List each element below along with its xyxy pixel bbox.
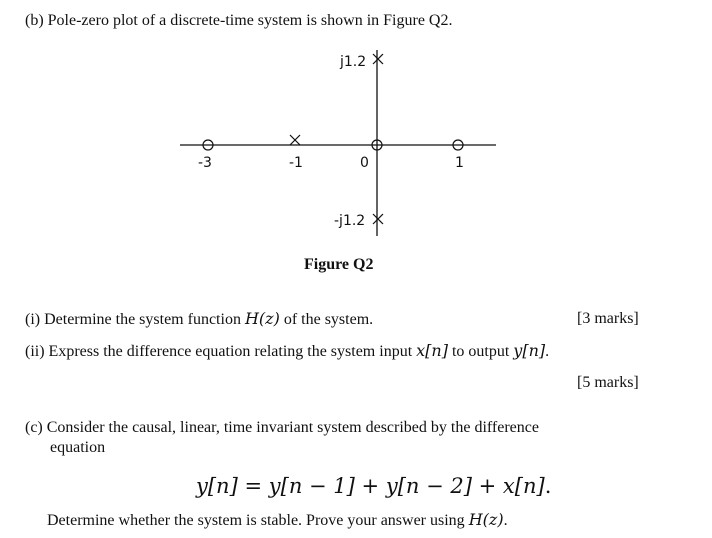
eq-lhs: y[n] [196, 474, 238, 498]
question-b-ii-mid: to output [451, 343, 510, 360]
question-b-i [25, 310, 373, 329]
part-c-line-2: equation [50, 439, 106, 456]
part-b-intro: (b) Pole-zero plot of a discrete-time system is shown in Figure Q2. [25, 12, 453, 29]
stability-system-function: H(z) [468, 510, 504, 529]
tick-label-minus-1: -1 [289, 155, 303, 171]
upper-pole-label: j1.2 [340, 54, 367, 70]
part-c-line-1: (c) Consider the causal, linear, time invariant system described by the difference [25, 419, 539, 436]
stability-question-text: Determine whether the system is stable. Prove your answer using [47, 512, 465, 529]
figure-caption: Figure Q2 [304, 256, 374, 273]
eq-term-1: y[n − 1] [268, 474, 355, 498]
question-b-i-marks: [3 marks] [577, 310, 639, 327]
tick-label-0: 0 [360, 155, 369, 171]
lower-pole-label: -j1.2 [334, 213, 366, 229]
difference-equation [196, 474, 551, 498]
eq-plus-2: + [478, 474, 497, 498]
question-b-ii-marks: [5 marks] [577, 374, 639, 391]
stability-question-end: . [503, 512, 508, 529]
system-function-symbol: H(z) [244, 309, 280, 328]
eq-term-2: y[n − 2] [385, 474, 472, 498]
tick-label-minus-3: -3 [198, 155, 212, 171]
eq-equals: = [244, 474, 263, 498]
question-b-ii-prefix: (ii) Express the difference equation relating the system input [25, 343, 413, 360]
question-b-ii [25, 342, 549, 361]
question-b-i-suffix: of the system. [283, 311, 374, 328]
tick-label-1: 1 [455, 155, 464, 171]
eq-end: . [544, 474, 552, 498]
pole-marker-upper [373, 54, 383, 64]
question-b-ii-end: . [545, 343, 550, 360]
output-signal-symbol: y[n] [513, 341, 546, 360]
stability-question [47, 511, 508, 530]
pole-marker-minus-1 [290, 135, 300, 145]
eq-term-3: x[n] [502, 474, 545, 498]
pole-marker-lower [373, 214, 383, 224]
question-b-i-prefix: (i) Determine the system function [25, 311, 241, 328]
eq-plus-1: + [361, 474, 380, 498]
input-signal-symbol: x[n] [416, 341, 448, 360]
